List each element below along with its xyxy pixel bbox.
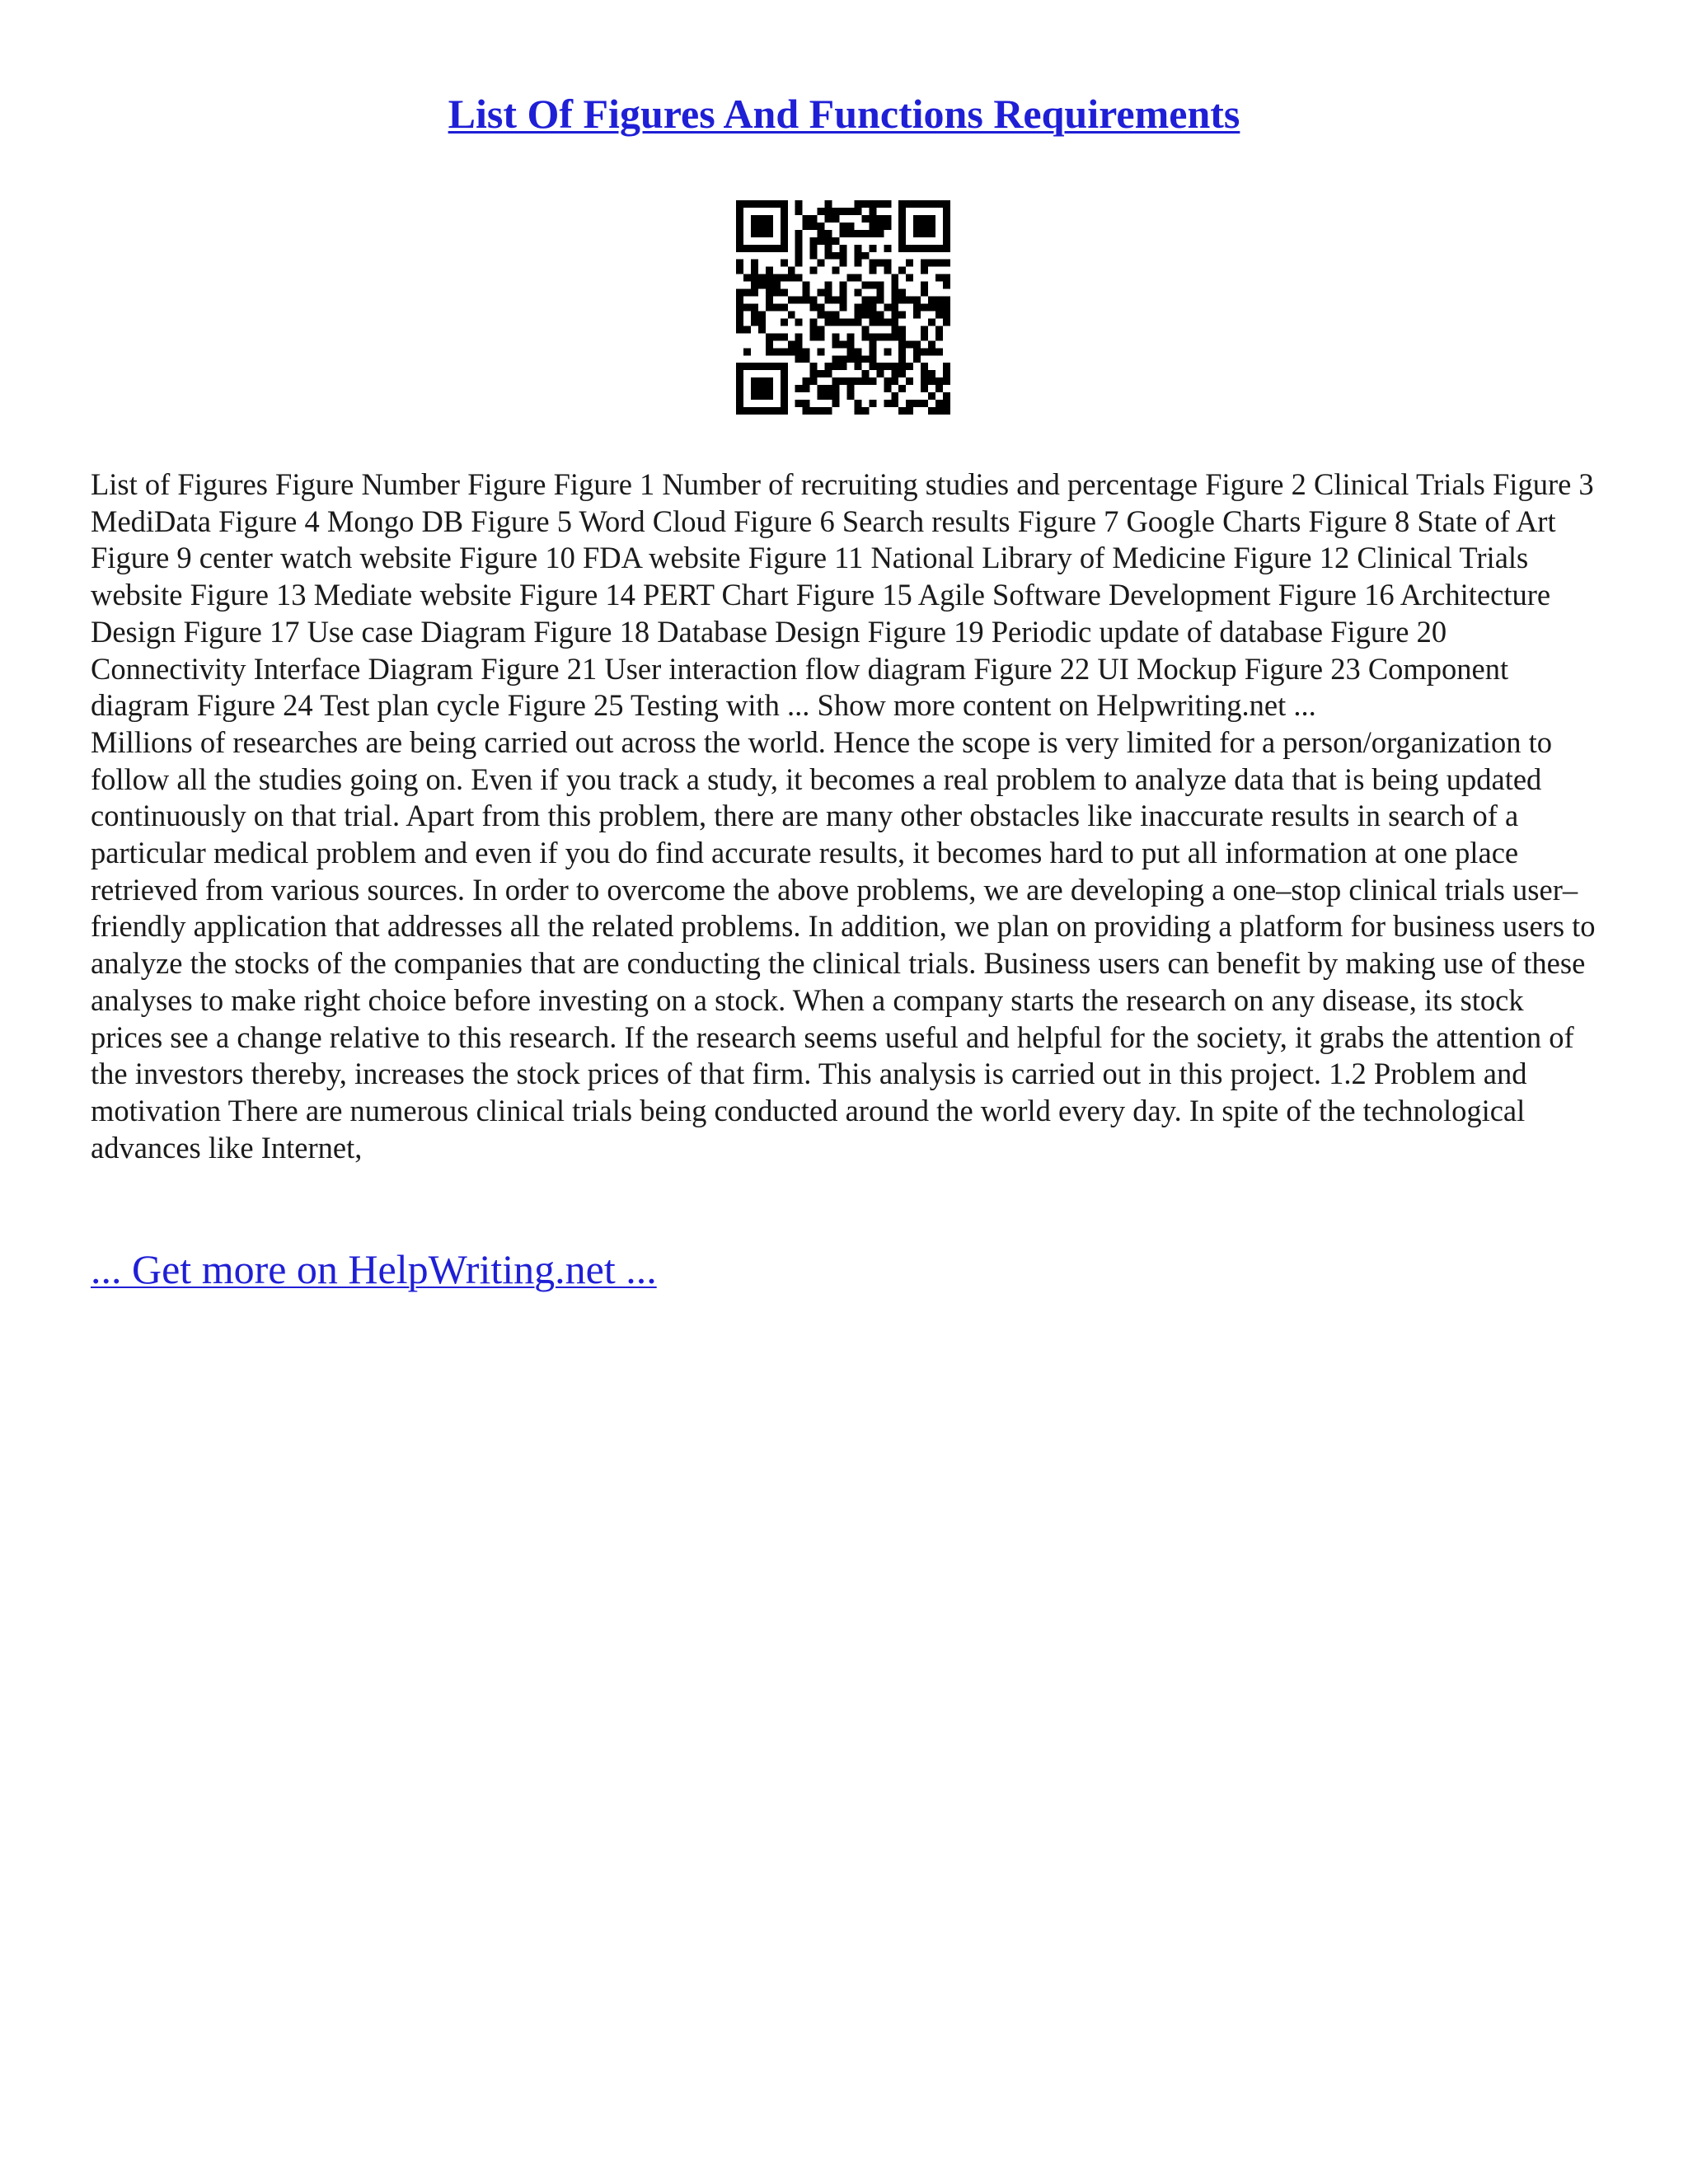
page-title bbox=[0, 89, 1688, 138]
body-text bbox=[91, 466, 1599, 1166]
qr-code-icon bbox=[736, 200, 950, 415]
qr-code bbox=[736, 200, 950, 415]
figures-list-paragraph: List of Figures Figure Number Figure Figure 1 Number of recruiting studies and percentage Figure 2 Clinical Trials Figure 3 MediData Figure 4 Mongo DB Figure 5 Word Cloud Figure 6 Search results Figure 7 Google Charts Figure 8 State of Art Figure 9 center watch website Figure 10 FDA website Figure 11 National Library of Medicine Figure 12 Clinical Trials website Figure 13 Mediate website Figure 14 PERT Chart Figure 15 Agile Software Development Figure 16 Architecture Design Figure 17 Use case Diagram Figure 18 Database Design Figure 19 Periodic update of database Figure 20 Connectivity Interface Diagram Figure 21 User interaction flow diagram Figure 22 UI Mockup Figure 23 Component diagram Figure 24 Test plan cycle Figure 25 Testing with ... Show more content on Helpwriting.net ... bbox=[91, 467, 1594, 723]
title-link[interactable]: List Of Figures And Functions Requirements bbox=[448, 91, 1240, 137]
more-link-container bbox=[91, 1244, 657, 1294]
get-more-link[interactable]: ... Get more on HelpWriting.net ... bbox=[91, 1246, 657, 1292]
intro-paragraph: Millions of researches are being carried out across the world. Hence the scope is very limited for a person/organization to follow all the studies going on. Even if you track a study, it becomes a real problem to analyze data that is being updated continuously on that trial. Apart from this problem, there are many other obstacles like inaccurate results in search of a particular medical problem and even if you do find accurate results, it becomes hard to put all information at one place retrieved from various sources. In order to overcome the above problems, we are developing a one–stop clinical trials user–friendly application that addresses all the related problems. In addition, we plan on providing a platform for business users to analyze the stocks of the companies that are conducting the clinical trials. Business users can benefit by making use of these analyses to make right choice before investing on a stock. When a company starts the research on any disease, its stock prices see a change relative to this research. If the research seems useful and helpful for the society, it grabs the attention of the investors thereby, increases the stock prices of that firm. This analysis is carried out in this project. 1.2 Problem and motivation There are numerous clinical trials being conducted around the world every day. In spite of the technological advances like Internet, bbox=[91, 724, 1596, 1165]
